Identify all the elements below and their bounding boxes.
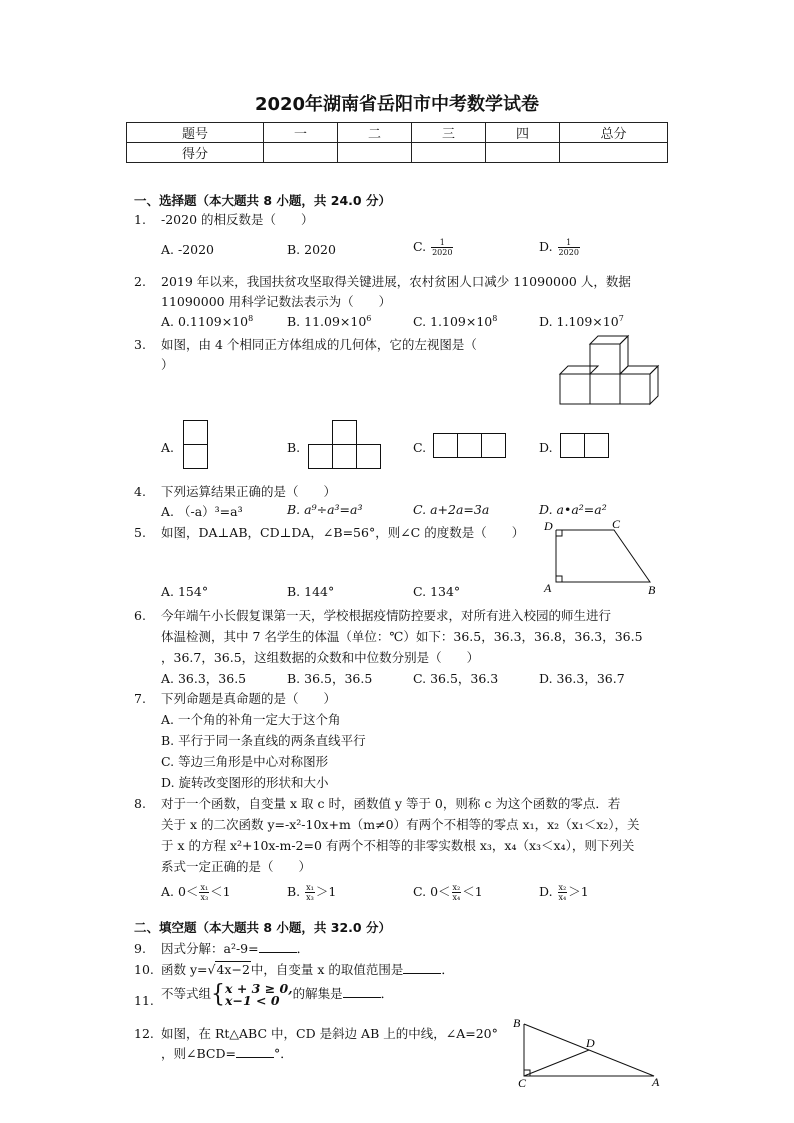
- numerator: x₁: [306, 883, 314, 892]
- stem-text: 函数 y=: [161, 962, 208, 977]
- option-c: [413, 238, 454, 257]
- numerator: 1: [558, 238, 580, 248]
- label-a: A: [544, 581, 552, 595]
- option-text: A. 0.1109×10: [161, 314, 249, 330]
- inequality: x−1 < 0: [225, 992, 280, 1008]
- answer-blank[interactable]: [259, 941, 297, 953]
- question-stem: 下列命题是真命题的是（ ）: [161, 691, 337, 706]
- fraction: [431, 238, 453, 257]
- option-a: A.: [161, 440, 175, 455]
- numerator: x₁: [200, 883, 209, 892]
- table-cell: 三: [412, 123, 486, 143]
- label-b: B: [513, 1016, 521, 1030]
- question-number: 3.: [134, 337, 146, 352]
- denominator: x₄: [452, 893, 461, 902]
- section-heading: 二、填空题（本大题共 8 小题，共 32.0 分）: [134, 920, 391, 935]
- table-cell: [412, 143, 486, 163]
- option-a: [161, 314, 253, 329]
- option-label: C.: [413, 239, 427, 254]
- denominator: 2020: [558, 248, 579, 257]
- option-c: [413, 882, 483, 902]
- label-a: A: [652, 1075, 660, 1089]
- fraction: [305, 883, 315, 902]
- option-b: [287, 314, 371, 329]
- stem-text: ．: [441, 962, 454, 977]
- question-stem: ）: [161, 357, 174, 372]
- exponent: 8: [492, 314, 498, 323]
- question-stem: 于 x 的方程 x²+10x-m-2=0 有两个不相等的非零实数根 x₃，x₄（x₃＜x₄），则下列关: [161, 838, 635, 853]
- stem-text: 的解集是: [292, 986, 343, 1001]
- question-stem: 系式一定正确的是（ ）: [161, 859, 312, 874]
- answer-blank[interactable]: [343, 986, 381, 998]
- table-cell: 总分: [560, 123, 668, 143]
- table-cell: 四: [486, 123, 560, 143]
- question-number: 10.: [134, 962, 154, 977]
- fraction: [452, 883, 462, 902]
- question-stem: 对于一个函数，自变量 x 取 c 时，函数值 y 等于 0，则称 c 为这个函数的零点．若: [161, 796, 621, 811]
- right-triangle-figure: [510, 1016, 670, 1090]
- stem-text: ，则∠BCD=: [161, 1046, 236, 1061]
- label-b: B: [648, 583, 656, 597]
- option-text: B. 11.09×10: [287, 314, 367, 330]
- option-c-figure: [433, 433, 507, 459]
- option-b: [287, 882, 336, 902]
- option-a: A. 一个角的补角一定大于这个角: [161, 712, 341, 727]
- option-text: ＜1: [210, 884, 231, 899]
- option-d: [539, 238, 581, 257]
- option-a-figure: [183, 420, 209, 470]
- option-b: B.: [287, 440, 301, 455]
- answer-blank[interactable]: [236, 1046, 274, 1058]
- stem-text: ．: [296, 941, 310, 956]
- option-label: D.: [539, 239, 553, 254]
- option-b: B. 平行于同一条直线的两条直线平行: [161, 733, 366, 748]
- option-c: C. 36.5，36.3: [413, 671, 499, 686]
- option-c: C. 等边三角形是中心对称图形: [161, 754, 329, 769]
- question-stem: 下列运算结果正确的是（ ）: [161, 484, 337, 499]
- stem-text: 因式分解：a²-9=: [161, 941, 259, 956]
- table-cell: [264, 143, 338, 163]
- option-a: A. （-a）³=a³: [161, 504, 243, 519]
- question-number: 12.: [134, 1026, 154, 1041]
- question-stem: -2020 的相反数是（ ）: [161, 212, 314, 227]
- question-number: 2.: [134, 274, 146, 289]
- fraction: [199, 883, 209, 902]
- option-text: D. 1.109×10: [539, 314, 619, 330]
- option-text: A. 0＜: [161, 884, 199, 899]
- score-table: [126, 122, 668, 163]
- question-stem: 如图，在 Rt△ABC 中，CD 是斜边 AB 上的中线，∠A=20°: [161, 1026, 498, 1041]
- option-a: A. -2020: [161, 242, 215, 257]
- trapezoid-figure: [538, 518, 664, 598]
- question-number: 1.: [134, 212, 146, 227]
- option-a: [161, 882, 231, 902]
- option-c: [413, 314, 497, 329]
- exponent: 8: [248, 314, 254, 323]
- stem-text: ．: [380, 986, 394, 1001]
- question-stem: 11090000 用科学记数法表示为（ ）: [161, 294, 392, 309]
- cube-solid-figure: [554, 334, 664, 406]
- option-c: C. 134°: [413, 584, 461, 599]
- question-stem: [161, 1044, 293, 1062]
- option-c: C. a+2a=3a: [413, 502, 490, 517]
- inequality: x + 3 ≥ 0,: [225, 980, 293, 996]
- exponent: 7: [618, 314, 624, 323]
- option-b: B. 2020: [287, 242, 336, 257]
- option-b: B. a⁹÷a³=a³: [287, 502, 363, 517]
- numerator: 1: [431, 238, 453, 248]
- option-a: A. 154°: [161, 584, 209, 599]
- label-c: C: [612, 517, 621, 531]
- question-number: 6.: [134, 608, 146, 623]
- option-text: B.: [287, 884, 301, 899]
- stem-text: 中，自变量 x 的取值范围是: [250, 962, 404, 977]
- denominator: 2020: [432, 248, 453, 257]
- section-heading: 一、选择题（本大题共 8 小题，共 24.0 分）: [134, 193, 391, 208]
- fraction: [558, 238, 580, 257]
- question-stem: 2019 年以来，我国扶贫攻坚取得关键进展，农村贫困人口减少 11090000 人，数据: [161, 274, 631, 289]
- label-d: D: [544, 519, 553, 533]
- table-cell: 得分: [127, 143, 264, 163]
- radicand: 4x−2: [216, 962, 250, 977]
- numerator: x₂: [452, 883, 461, 892]
- stem-text: °．: [273, 1046, 293, 1061]
- question-number: 7.: [134, 691, 146, 706]
- label-c: C: [518, 1076, 527, 1090]
- brace-icon: {: [211, 980, 226, 1009]
- question-stem: [161, 982, 393, 1007]
- option-text: ＞1: [315, 884, 337, 899]
- table-cell: 二: [338, 123, 412, 143]
- table-row: [127, 123, 668, 143]
- question-number: 8.: [134, 796, 146, 811]
- exponent: 6: [366, 314, 372, 323]
- option-d: D.: [539, 440, 553, 455]
- option-d: D. 旋转改变图形的形状和大小: [161, 775, 329, 790]
- question-stem: 函数 y=√4x−2中，自变量 x 的取值范围是 ．: [161, 962, 454, 977]
- stem-text: 不等式组: [161, 986, 212, 1001]
- question-stem: 体温检测，其中 7 名学生的体温（单位：℃）如下：36.5，36.3，36.8，36.3，36.5: [161, 629, 643, 644]
- answer-blank[interactable]: [403, 962, 441, 974]
- option-text: ＜1: [462, 884, 483, 899]
- table-cell: 一: [264, 123, 338, 143]
- denominator: x₃: [306, 893, 314, 902]
- option-d: [539, 882, 589, 902]
- option-d: D. 36.3，36.7: [539, 671, 625, 686]
- table-cell: [486, 143, 560, 163]
- option-text: ＞1: [568, 884, 589, 899]
- option-a: A. 36.3，36.5: [161, 671, 247, 686]
- option-text: C. 0＜: [413, 884, 451, 899]
- option-d: [539, 314, 624, 329]
- question-stem: ，36.7，36.5，这组数据的众数和中位数分别是（ ）: [161, 650, 480, 665]
- question-stem: [161, 939, 309, 957]
- label-d: D: [586, 1036, 595, 1050]
- question-stem: 如图，DA⊥AB，CD⊥DA，∠B=56°，则∠C 的度数是（ ）: [161, 525, 525, 540]
- table-row: [127, 143, 668, 163]
- denominator: x₄: [558, 893, 567, 902]
- option-b-figure: [308, 420, 382, 470]
- table-cell: [338, 143, 412, 163]
- question-number: 5.: [134, 525, 146, 540]
- question-stem: 如图，由 4 个相同正方体组成的几何体，它的左视图是（: [161, 337, 477, 352]
- table-cell: [560, 143, 668, 163]
- option-d: D. a•a²=a²: [539, 502, 607, 517]
- question-number: 11.: [134, 993, 154, 1008]
- question-number: 4.: [134, 484, 146, 499]
- table-cell: 题号: [127, 123, 264, 143]
- inequality-system: [225, 980, 293, 1008]
- denominator: x₃: [200, 893, 209, 902]
- option-b: B. 144°: [287, 584, 335, 599]
- question-number: 9.: [134, 941, 146, 956]
- option-text: C. 1.109×10: [413, 314, 493, 330]
- option-text: D.: [539, 884, 553, 899]
- fraction: [558, 883, 568, 902]
- question-stem: 关于 x 的二次函数 y=-x²-10x+m（m≠0）有两个不相等的零点 x₁，x₂（x₁＜x₂），关: [161, 817, 640, 832]
- numerator: x₂: [558, 883, 567, 892]
- question-stem: 今年端午小长假复课第一天，学校根据疫情防控要求，对所有进入校园的师生进行: [161, 608, 612, 623]
- page-title: 2020年湖南省岳阳市中考数学试卷: [254, 94, 540, 115]
- option-c: C.: [413, 440, 427, 455]
- option-b: B. 36.5，36.5: [287, 671, 373, 686]
- option-d-figure: [560, 433, 610, 459]
